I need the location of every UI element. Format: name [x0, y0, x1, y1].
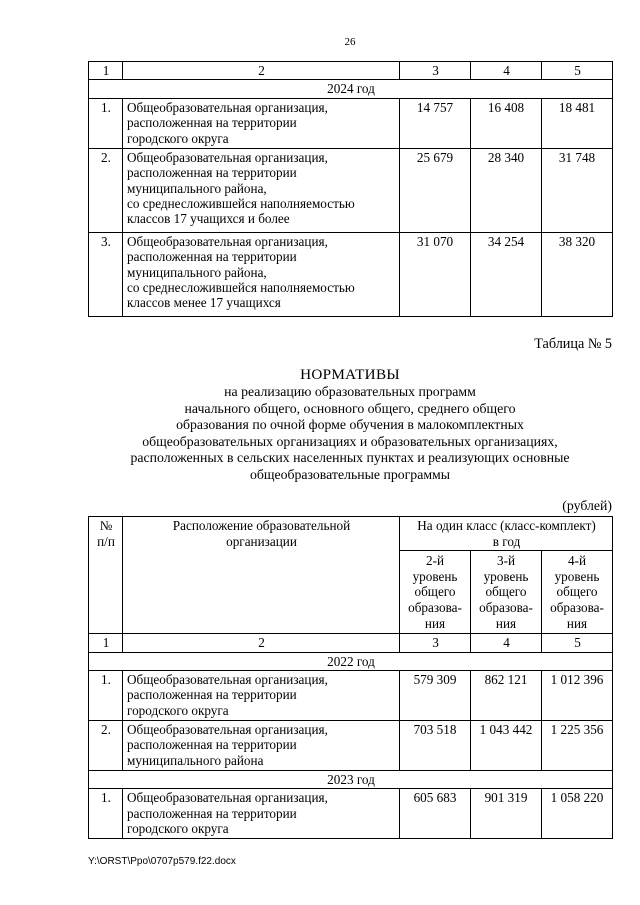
header-row: [89, 517, 613, 551]
value-cell: 31 070: [400, 232, 471, 316]
column-number-row: [89, 634, 613, 652]
table-row: [89, 670, 613, 720]
table-norms: [88, 516, 613, 839]
unit-label: (рублей): [562, 498, 612, 513]
heading-subtitle-line: образования по очной форме обучения в малокомплектных: [176, 417, 524, 433]
row-number: 1.: [89, 670, 123, 720]
value-cell: 1 012 396: [542, 670, 613, 720]
col-number: 3: [400, 634, 471, 652]
table-row: [89, 720, 613, 770]
year-row: [89, 80, 613, 98]
year-label: 2023 год: [89, 770, 613, 788]
value-cell: 25 679: [400, 148, 471, 232]
value-cell: 703 518: [400, 720, 471, 770]
col-number: 2: [123, 634, 400, 652]
value-cell: 605 683: [400, 789, 471, 839]
value-cell: 31 748: [542, 148, 613, 232]
heading-block: [88, 366, 612, 484]
col-number: 5: [542, 634, 613, 652]
header-level: 2-й уровень общего образова- ния: [400, 551, 471, 634]
table-row: [89, 232, 613, 316]
header-num: № п/п: [89, 517, 123, 634]
value-cell: 28 340: [471, 148, 542, 232]
footer-file-path: Y:\ORST\Ppo\0707p579.f22.docx: [88, 856, 236, 867]
value-cell: 901 319: [471, 789, 542, 839]
col-number: 5: [542, 62, 613, 80]
heading-subtitle-line: на реализацию образовательных программ: [224, 384, 476, 399]
heading-subtitle-line: начального общего, основного общего, среднего общего: [184, 400, 516, 416]
value-cell: 862 121: [471, 670, 542, 720]
table-row: [89, 98, 613, 148]
row-description: Общеобразовательная организация, расположенная на территории муниципального района, со среднесложившейся наполняемостью классов 17 учащихся и более: [123, 148, 400, 232]
header-level: 3-й уровень общего образова- ния: [471, 551, 542, 634]
header-per-class: На один класс (класс-комплект) в год: [400, 517, 613, 551]
row-number: 1.: [89, 789, 123, 839]
row-number: 2.: [89, 148, 123, 232]
value-cell: 579 309: [400, 670, 471, 720]
table-row: [89, 148, 613, 232]
value-cell: 16 408: [471, 98, 542, 148]
header-level: 4-й уровень общего образова- ния: [542, 551, 613, 634]
year-label: 2024 год: [89, 80, 613, 98]
heading-subtitle-line: общеобразовательные программы: [249, 466, 451, 482]
row-description: Общеобразовательная организация, расположенная на территории муниципального района, со среднесложившейся наполняемостью классов менее 17 учащихся: [123, 232, 400, 316]
heading-subtitle-line: общеобразовательных организациях и образовательных организациях,: [142, 433, 558, 449]
year-row: [89, 652, 613, 670]
value-cell: 18 481: [542, 98, 613, 148]
value-cell: 1 043 442: [471, 720, 542, 770]
row-description: Общеобразовательная организация, расположенная на территории муниципального района: [123, 720, 400, 770]
year-row: [89, 770, 613, 788]
row-number: 3.: [89, 232, 123, 316]
row-description: Общеобразовательная организация, расположенная на территории городского округа: [123, 98, 400, 148]
row-number: 1.: [89, 98, 123, 148]
col-number: 1: [89, 634, 123, 652]
row-description: Общеобразовательная организация, расположенная на территории городского округа: [123, 670, 400, 720]
heading-title: НОРМАТИВЫ: [300, 366, 400, 383]
row-number: 2.: [89, 720, 123, 770]
page-number: 26: [344, 36, 356, 48]
value-cell: 1 225 356: [542, 720, 613, 770]
year-label: 2022 год: [89, 652, 613, 670]
value-cell: 34 254: [471, 232, 542, 316]
col-number: 4: [471, 634, 542, 652]
col-number: 4: [471, 62, 542, 80]
value-cell: 1 058 220: [542, 789, 613, 839]
column-number-row: [89, 62, 613, 80]
col-number: 3: [400, 62, 471, 80]
value-cell: 38 320: [542, 232, 613, 316]
table-label: Таблица № 5: [534, 336, 612, 352]
table-continuation: [88, 61, 613, 317]
col-number: 1: [89, 62, 123, 80]
heading-subtitle-line: расположенных в сельских населенных пунктах и реализующих основные: [130, 450, 570, 466]
header-location: Расположение образовательной организации: [123, 517, 400, 634]
row-description: Общеобразовательная организация, расположенная на территории городского округа: [123, 789, 400, 839]
value-cell: 14 757: [400, 98, 471, 148]
table-row: [89, 789, 613, 839]
col-number: 2: [123, 62, 400, 80]
